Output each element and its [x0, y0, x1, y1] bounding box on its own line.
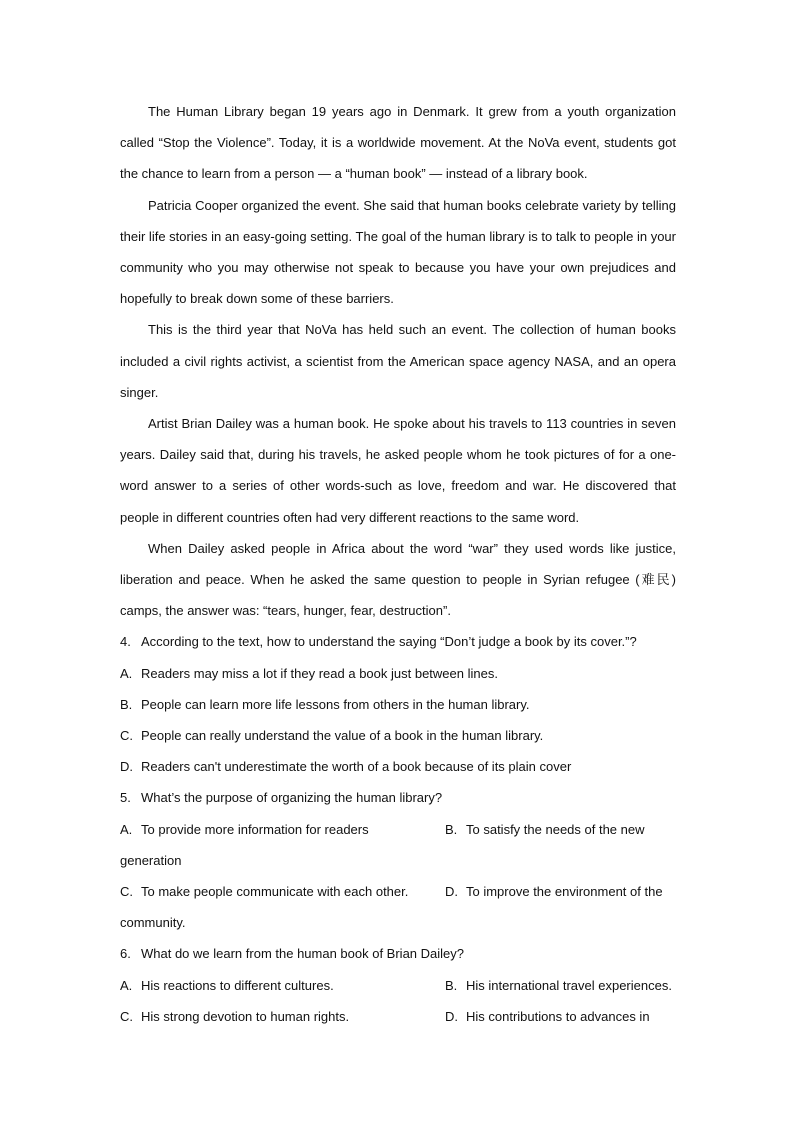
option-c	[120, 1001, 445, 1032]
option-text: To provide more information for readers	[141, 821, 369, 837]
passage-paragraph-4: Artist Brian Dailey was a human book. He spoke about his travels to 113 countries in seven years. Dailey said that, during his travels, he asked people whom he took pictures of for a one-word answer to a series of other words-such as love, freedom and war. He discovered that people in different countries often had very different reactions to the same word.	[120, 416, 676, 525]
question-6	[120, 938, 676, 1032]
question-5	[120, 782, 676, 938]
option-c	[120, 876, 445, 907]
question-number: 6.	[120, 946, 131, 962]
passage-paragraph-2: Patricia Cooper organized the event. She said that human books celebrate variety by telling their life stories in an easy-going setting. The goal of the human library is to talk to people in your community who you may otherwise not speak to because you have your own prejudices and hopefully to break down some of these barriers.	[120, 197, 676, 307]
option-letter: A.	[120, 665, 133, 681]
option-letter: C.	[120, 884, 133, 900]
question-stem: According to the text, how to understand the saying “Don’t judge a book by its cover.”?	[141, 634, 637, 650]
option-a	[120, 814, 445, 845]
option-text: To make people communicate with each other.	[141, 884, 409, 900]
option-letter: B.	[445, 977, 458, 993]
option-text: His strong devotion to human rights.	[141, 1008, 350, 1024]
option-letter: B.	[445, 821, 458, 837]
option-letter: A.	[120, 821, 133, 837]
option-c	[120, 720, 676, 751]
option-letter: D.	[120, 759, 133, 775]
option-text: People can learn more life lessons from others in the human library.	[141, 696, 530, 712]
option-letter: D.	[445, 1008, 458, 1024]
passage-paragraph-5: When Dailey asked people in Africa about the word “war” they used words like justice, liberation and peace. When he asked the same question to people in Syrian refugee (难民) camps, the answer was: “tears, hunger, fear, destruction”.	[120, 540, 676, 619]
option-d	[445, 876, 676, 907]
page-content	[120, 96, 676, 1032]
option-text: His reactions to different cultures.	[141, 977, 334, 993]
question-stem: What’s the purpose of organizing the human library?	[141, 790, 443, 806]
question-number: 5.	[120, 790, 131, 806]
option-text: To improve the environment of the	[466, 884, 663, 900]
option-letter: A.	[120, 977, 133, 993]
passage-paragraph-3: This is the third year that NoVa has held such an event. The collection of human books included a civil rights activist, a scientist from the American space agency NASA, and an opera singer.	[120, 322, 676, 400]
option-letter: C.	[120, 1008, 133, 1024]
option-letter: D.	[445, 884, 458, 900]
option-b	[120, 689, 676, 720]
options-row-cd	[120, 1001, 676, 1032]
option-text: His international travel experiences.	[466, 977, 672, 993]
option-d-continuation: community.	[120, 915, 186, 931]
question-number: 4.	[120, 634, 131, 650]
option-b-continuation: generation	[120, 852, 182, 868]
option-d	[445, 1001, 676, 1032]
option-text: Readers can't underestimate the worth of a book because of its plain cover	[141, 759, 572, 775]
option-b	[445, 814, 676, 845]
question-5-stem-line	[120, 782, 676, 813]
question-4	[120, 626, 676, 782]
option-text: People can really understand the value of a book in the human library.	[141, 728, 544, 744]
passage-paragraph-1: The Human Library began 19 years ago in Denmark. It grew from a youth organization called “Stop the Violence”. Today, it is a worldwide movement. At the NoVa event, students got the chance to learn from a person — a “human book” — instead of a library book.	[120, 104, 676, 182]
options-row-ab	[120, 970, 676, 1001]
option-letter: C.	[120, 728, 133, 744]
question-stem: What do we learn from the human book of Brian Dailey?	[141, 946, 465, 962]
option-text: His contributions to advances in	[466, 1008, 650, 1024]
option-d	[120, 751, 676, 782]
option-letter: B.	[120, 696, 133, 712]
options-row-ab	[120, 814, 676, 845]
option-a	[120, 970, 445, 1001]
option-text: Readers may miss a lot if they read a book just between lines.	[141, 665, 498, 681]
options-row-cd	[120, 876, 676, 907]
question-4-stem-line	[120, 626, 676, 657]
option-a	[120, 658, 676, 689]
option-text: To satisfy the needs of the new	[466, 821, 645, 837]
option-b	[445, 970, 676, 1001]
question-6-stem-line	[120, 938, 676, 969]
